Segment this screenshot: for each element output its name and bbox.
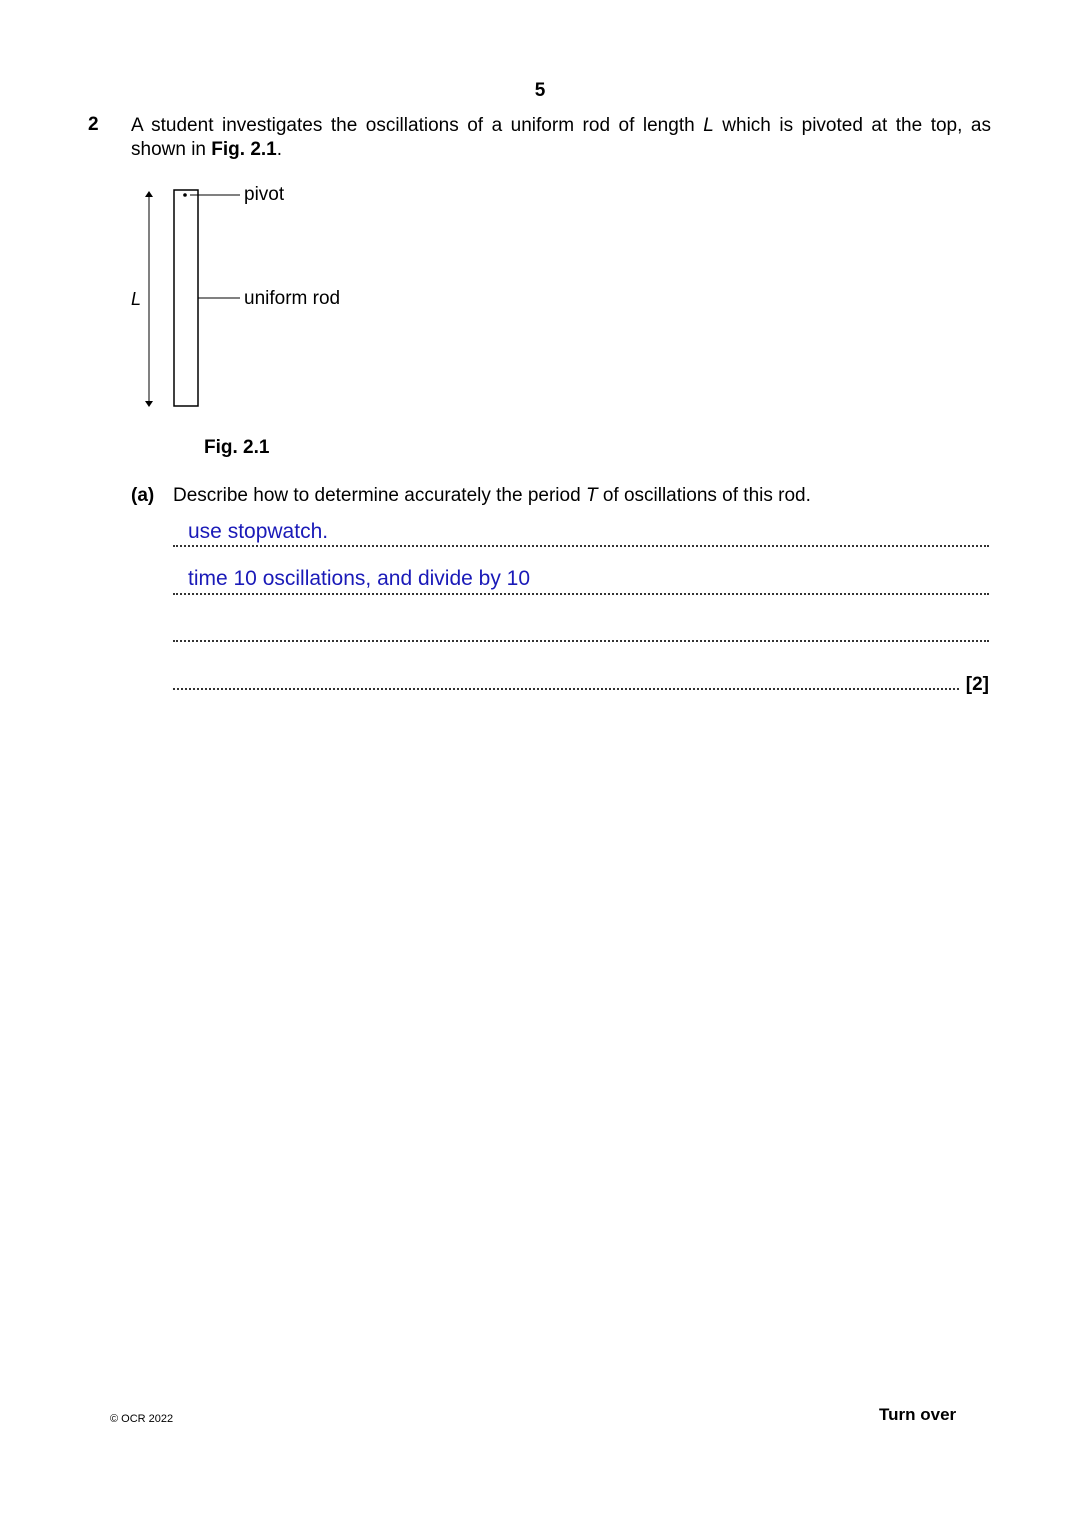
part-a-text-part1: Describe how to determine accurately the period (173, 485, 586, 506)
pivot-label: pivot (244, 184, 285, 205)
length-variable: L (703, 115, 714, 136)
answer-line-1-text: use stopwatch. (188, 520, 329, 543)
question-text-end: . (276, 139, 283, 160)
answer-line-2[interactable] (173, 593, 989, 595)
part-a-question (173, 485, 811, 507)
marks-indicator: [2] (962, 674, 989, 696)
part-a-label: (a) (131, 485, 155, 506)
question-text (131, 114, 991, 162)
figure-caption: Fig. 2.1 (204, 437, 270, 458)
figure-reference: Fig. 2.1 (211, 139, 277, 160)
answer-line-4[interactable] (173, 688, 959, 690)
rod-label: uniform rod (244, 288, 341, 309)
part-a-text-part2: of oscillations of this rod. (597, 485, 811, 506)
answer-line-1[interactable] (173, 545, 989, 547)
period-variable: T (585, 485, 598, 506)
question-text-part2: which is pivoted at the top, as shown in (131, 115, 991, 160)
answer-line-2-text: time 10 oscillations, and divide by 10 (188, 567, 531, 590)
answer-line-3[interactable] (173, 640, 989, 642)
uniform-rod (174, 190, 198, 406)
length-label: L (131, 289, 142, 309)
pivot-point (183, 193, 187, 197)
question-text-part1: A student investigates the oscillations of a uniform rod of length (131, 115, 704, 136)
page-number: 5 (534, 80, 546, 101)
copyright: © OCR 2022 (110, 1413, 174, 1425)
question-number: 2 (88, 114, 99, 135)
turn-over-label: Turn over (879, 1405, 957, 1424)
